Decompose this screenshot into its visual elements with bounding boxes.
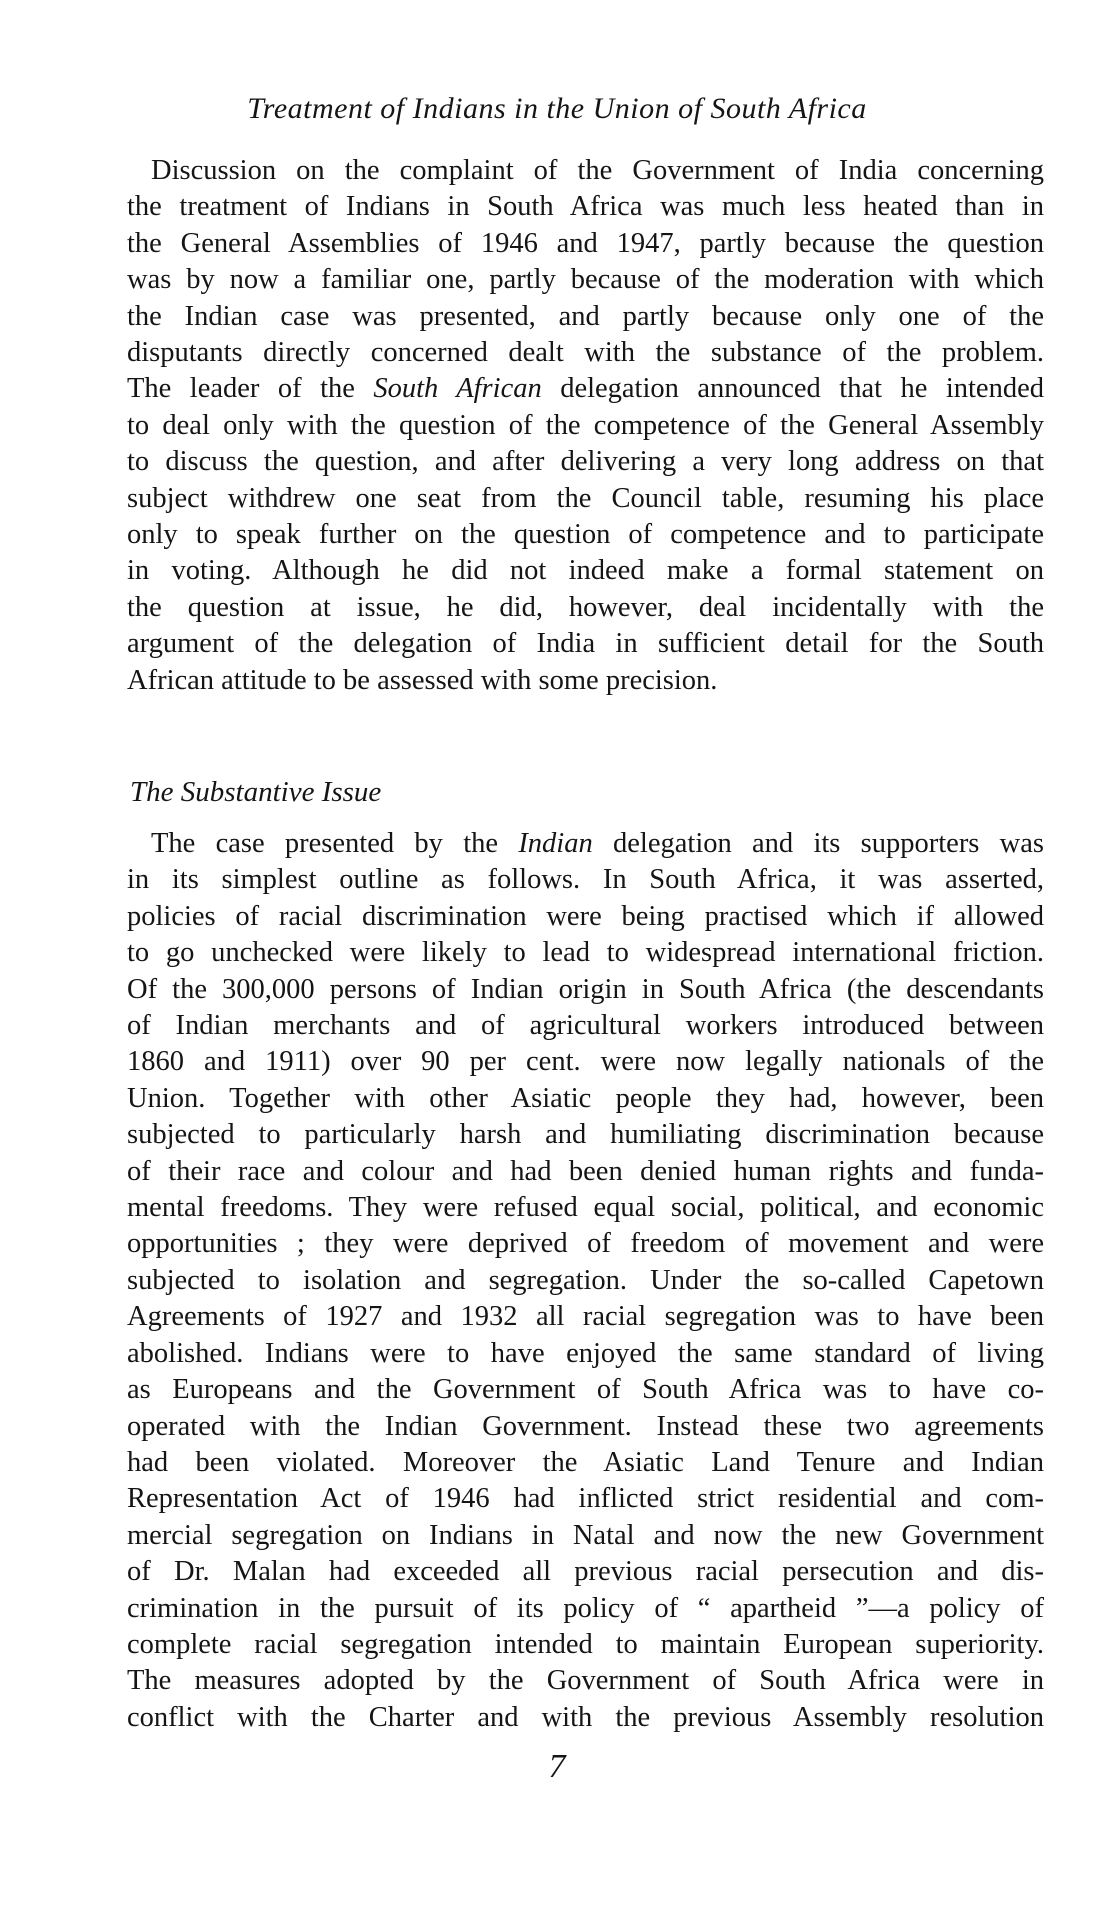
text-line: to deal only with the question of the competence of the General Assembly	[127, 409, 1044, 441]
text-line: Representation Act of 1946 had inflicted strict residential and com-	[127, 1483, 1044, 1515]
text-line: operated with the Indian Government. Instead these two agreements	[127, 1410, 1044, 1442]
text-line: in voting. Although he did not indeed make a formal statement on	[127, 555, 1044, 587]
paragraph-discussion	[127, 153, 1044, 699]
text-line-mixed	[127, 371, 1044, 407]
text-line: abolished. Indians were to have enjoyed the same standard of living	[127, 1337, 1044, 1369]
section-heading: Treatment of Indians in the Union of South Africa	[247, 92, 867, 125]
text-line: opportunities ; they were deprived of freedom of movement and were	[127, 1228, 1044, 1260]
text-run: delegation and its supporters was	[613, 828, 1045, 859]
subheading: The Substantive Issue	[130, 776, 382, 808]
text-line: to discuss the question, and after delivering a very long address on that	[127, 446, 1044, 478]
text-line: the Indian case was presented, and partly because only one of the	[127, 300, 1044, 332]
italic-run: South African	[373, 373, 542, 405]
paragraph-substantive-issue	[127, 826, 1044, 1736]
text-line: the treatment of Indians in South Africa was much less heated than in	[127, 191, 1044, 223]
text-line: mercial segregation on Indians in Natal and now the new Government	[127, 1519, 1044, 1551]
text-line: was by now a familiar one, partly because of the moderation with which	[127, 264, 1044, 296]
text-line: disputants directly concerned dealt with the substance of the problem.	[127, 337, 1044, 369]
text-line: African attitude to be assessed with some precision.	[127, 664, 718, 696]
text-line: 1860 and 1911) over 90 per cent. were now legally nationals of the	[127, 1046, 1044, 1078]
text-line: argument of the delegation of India in sufficient detail for the South	[127, 628, 1044, 660]
italic-run: Indian	[518, 828, 593, 859]
text-line: to go unchecked were likely to lead to widespread international friction.	[127, 937, 1044, 969]
text-line: crimination in the pursuit of its policy of “ apartheid ”—a policy of	[127, 1592, 1044, 1624]
text-line: subjected to isolation and segregation. Under the so-called Capetown	[127, 1264, 1044, 1296]
text-line: Agreements of 1927 and 1932 all racial segregation was to have been	[127, 1301, 1044, 1333]
text-line: policies of racial discrimination were being practised which if allowed	[127, 900, 1044, 932]
page-number: 7	[548, 1748, 566, 1785]
text-line: had been violated. Moreover the Asiatic Land Tenure and Indian	[127, 1446, 1044, 1478]
text-line: mental freedoms. They were refused equal social, political, and economic	[127, 1192, 1044, 1224]
text-line: of Dr. Malan had exceeded all previous racial persecution and dis-	[127, 1556, 1044, 1588]
text-line: subjected to particularly harsh and humiliating discrimination because	[127, 1119, 1044, 1151]
text-line: Union. Together with other Asiatic people they had, however, been	[127, 1082, 1044, 1114]
text-line: Of the 300,000 persons of Indian origin in South Africa (the descendants	[127, 973, 1044, 1005]
text-line-mixed	[127, 826, 1044, 862]
text-run: delegation announced that he intended	[560, 373, 1044, 405]
text-line: conflict with the Charter and with the previous Assembly resolution	[127, 1701, 1044, 1733]
text-line: as Europeans and the Government of South Africa was to have co-	[127, 1374, 1044, 1406]
text-line: complete racial segregation intended to maintain European superiority.	[127, 1628, 1044, 1660]
text-line: of Indian merchants and of agricultural workers introduced between	[127, 1010, 1044, 1042]
text-line: of their race and colour and had been denied human rights and funda-	[127, 1155, 1044, 1187]
text-line: Discussion on the complaint of the Government of India concerning	[151, 155, 1044, 186]
text-line: in its simplest outline as follows. In South Africa, it was asserted,	[127, 864, 1044, 896]
text-run: The leader of the	[127, 373, 355, 405]
text-run: The case presented by the	[151, 828, 499, 859]
text-line: the General Assemblies of 1946 and 1947, partly because the question	[127, 227, 1044, 259]
text-line: subject withdrew one seat from the Council table, resuming his place	[127, 482, 1044, 514]
text-line: the question at issue, he did, however, deal incidentally with the	[127, 591, 1044, 623]
text-line: only to speak further on the question of competence and to participate	[127, 519, 1044, 551]
text-line: The measures adopted by the Government of South Africa were in	[127, 1665, 1044, 1697]
